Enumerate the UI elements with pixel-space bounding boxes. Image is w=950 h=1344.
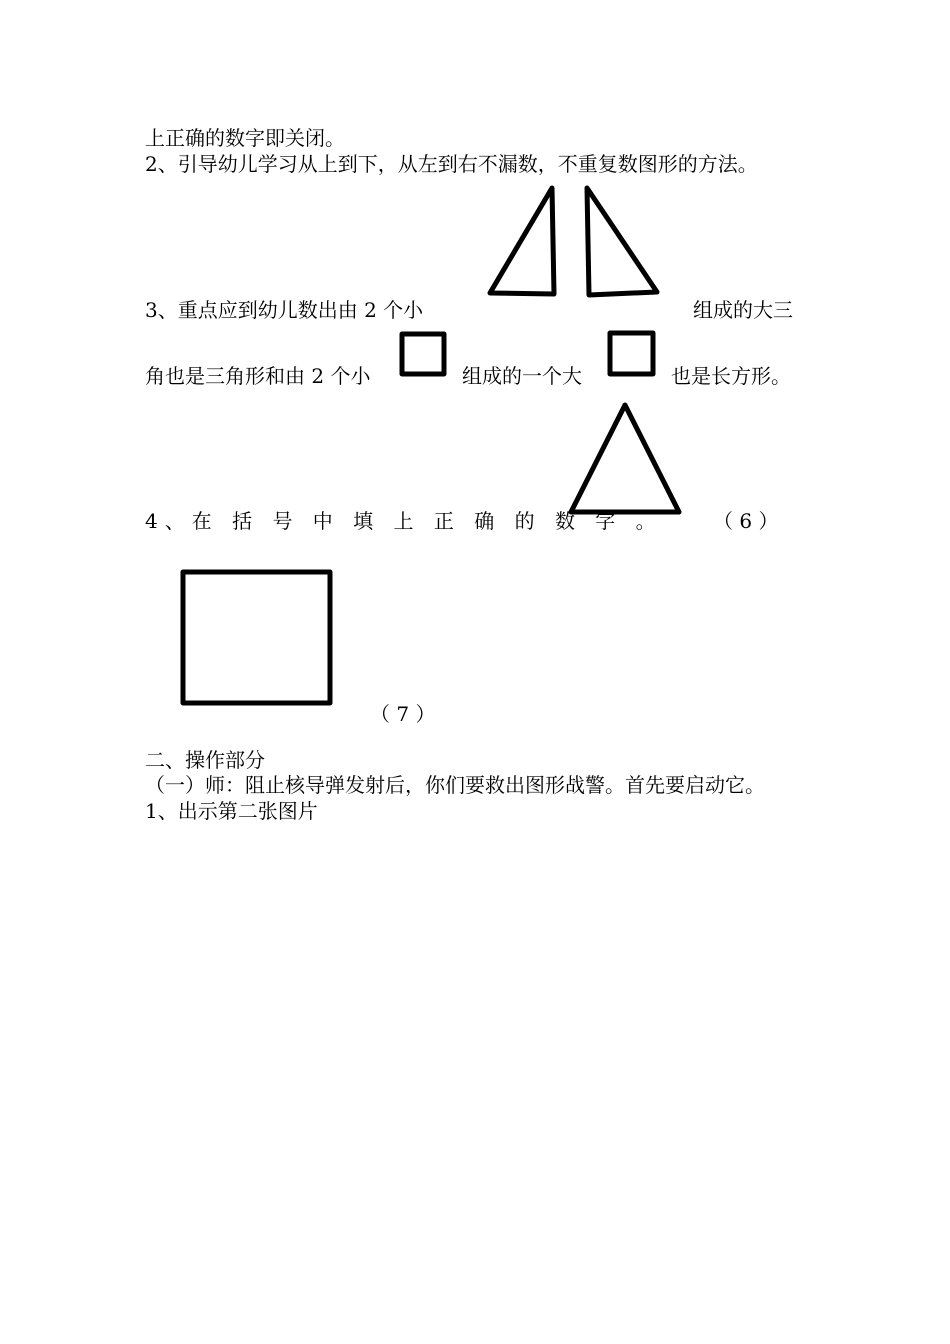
text-line-4-a: 角也是三角形和由 2 个小 — [145, 364, 371, 388]
text-line-2: 2、引导幼儿学习从上到下，从左到右不漏数，不重复数图形的方法。 — [145, 152, 758, 176]
answer-7: （ 7 ） — [370, 702, 436, 726]
text-line-4-c: 也是长方形。 — [671, 364, 791, 388]
two-right-triangles-icon — [485, 183, 665, 301]
answer-6: （ 6 ） — [713, 509, 779, 533]
text-line-item-1: 1、出示第二张图片 — [145, 799, 318, 823]
text-line-3-start: 3、重点应到幼儿数出由 2 个小 — [145, 298, 424, 322]
section-heading-2: 二、操作部分 — [145, 748, 265, 772]
text-line-3-end: 组成的大三 — [693, 298, 793, 322]
big-square-icon — [180, 569, 334, 707]
text-line-4-b: 组成的一个大 — [462, 364, 582, 388]
text-line-1: 上正确的数字即关闭。 — [145, 126, 345, 150]
small-square-icon — [607, 330, 657, 377]
triangle-icon — [566, 401, 684, 517]
text-line-section-2-1: （一）师：阻止核导弹发射后，你们要救出图形战警。首先要启动它。 — [145, 773, 765, 797]
text-line-5: 4、在 括 号 中 填 上 正 确 的 数 字 。 — [145, 509, 663, 533]
small-square-icon — [399, 331, 449, 377]
